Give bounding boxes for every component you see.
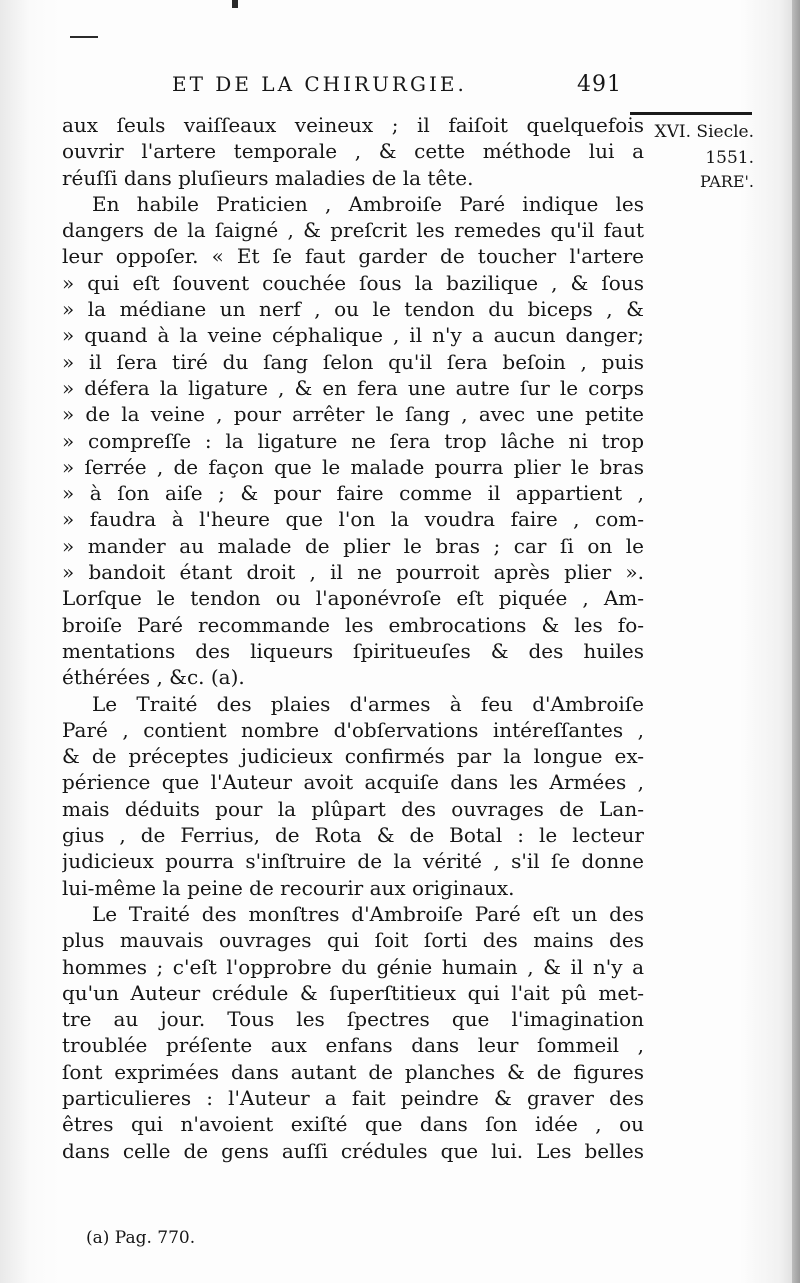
text-line: plus mauvais ouvrages qui ſoit ſorti des mains des (62, 928, 644, 953)
text-line: dans celle de gens auſſi crédules que lui. Les belles (62, 1138, 644, 1163)
ink-smudge (232, 0, 238, 8)
text-line: » qui eſt ſouvent couchée ſous la bazilique , & ſous (62, 270, 644, 295)
text-line: aux ſeuls vaiſſeaux veineux ; il faiſoit quelquefois (62, 113, 644, 137)
page-header (172, 72, 622, 102)
text-line: périence que l'Auteur avoit acquiſe dans les Armées , (62, 770, 644, 795)
text-line: broiſe Paré recommande les embrocations & les fo- (62, 612, 644, 637)
text-line: ſont exprimées dans autant de planches & de figures (62, 1059, 644, 1084)
text-line: » à ſon aiſe ; & pour faire comme il appartient , (62, 481, 644, 506)
ink-mark (70, 36, 98, 38)
text-line: » quand à la veine céphalique , il n'y a aucun danger; (62, 323, 644, 348)
text-line: lui-même la peine de recourir aux originaux. (62, 875, 515, 900)
margin-century: XVI. Siecle. (654, 122, 754, 142)
text-line: hommes ; c'eſt l'opprobre du génie humain , & il n'y a (62, 954, 644, 979)
text-line: & de préceptes judicieux confirmés par la longue ex- (62, 744, 644, 769)
text-line: » mander au malade de plier le bras ; car ſi on le (62, 533, 644, 558)
text-line: leur oppoſer. « Et ſe faut garder de toucher l'artere (62, 244, 644, 269)
text-line: réuſſi dans pluſieurs maladies de la tête. (62, 165, 474, 190)
text-line: » bandoit étant droit , il ne pourroit après plier ». (62, 560, 644, 585)
text-line: particulieres : l'Auteur a fait peindre & graver des (62, 1085, 644, 1110)
text-line: » ſerrée , de façon que le malade pourra plier le bras (62, 454, 644, 479)
book-spine-shadow (792, 0, 800, 1283)
text-line: » la médiane un nerf , ou le tendon du biceps , & (62, 297, 644, 322)
text-line: Paré , contient nombre d'obſervations intéreſſantes , (62, 717, 644, 742)
text-line: êtres qui n'avoient exiſté que dans ſon idée , ou (62, 1112, 644, 1137)
text-line: Lorſque le tendon ou l'aponévroſe eſt piquée , Am- (62, 586, 644, 611)
text-line: troublée préſente aux enfans dans leur ſommeil , (62, 1033, 644, 1058)
running-title: ET DE LA CHIRURGIE. (172, 72, 467, 96)
text-line: tre au jour. Tous les ſpectres que l'imagination (62, 1007, 644, 1032)
page-number: 491 (577, 72, 622, 97)
margin-name: PARE'. (699, 172, 754, 191)
text-line: » défera la ligature , & en fera une autre ſur le corps (62, 375, 644, 400)
text-line: » de la veine , pour arrêter le ſang , avec une petite (62, 402, 644, 427)
text-line: Le Traité des monſtres d'Ambroiſe Paré eſt un des (92, 901, 644, 926)
text-line: qu'un Auteur crédule & ſuperſtitieux qui l'ait pû met- (62, 980, 644, 1005)
text-line: » compreſſe : la ligature ne ſera trop lâche ni trop (62, 428, 644, 453)
margin-rule (630, 112, 752, 115)
margin-year: 1551. (705, 148, 754, 168)
text-line: » faudra à l'heure que l'on la voudra faire , com- (62, 507, 644, 532)
text-line: éthérées , &c. (a). (62, 665, 245, 690)
text-line: gius , de Ferrius, de Rota & de Botal : le lecteur (62, 823, 644, 848)
text-line: dangers de la ſaigné , & preſcrit les remedes qu'il faut (62, 218, 644, 243)
text-line: judicieux pourra s'inſtruire de la vérité , s'il ſe donne (62, 849, 644, 874)
text-line: En habile Praticien , Ambroiſe Paré indique les (92, 191, 644, 216)
text-line: Le Traité des plaies d'armes à feu d'Ambroiſe (92, 691, 644, 716)
text-line: mais déduits pour la plûpart des ouvrages de Lan- (62, 796, 644, 821)
text-line: » il ſera tiré du ſang ſelon qu'il ſera beſoin , puis (62, 349, 644, 374)
body-text (62, 112, 644, 1164)
text-line: mentations des liqueurs ſpiritueuſes & des huiles (62, 638, 644, 663)
footnote: (a) Pag. 770. (86, 1228, 196, 1248)
text-line: ouvrir l'artere temporale , & cette méthode lui a (62, 139, 644, 164)
